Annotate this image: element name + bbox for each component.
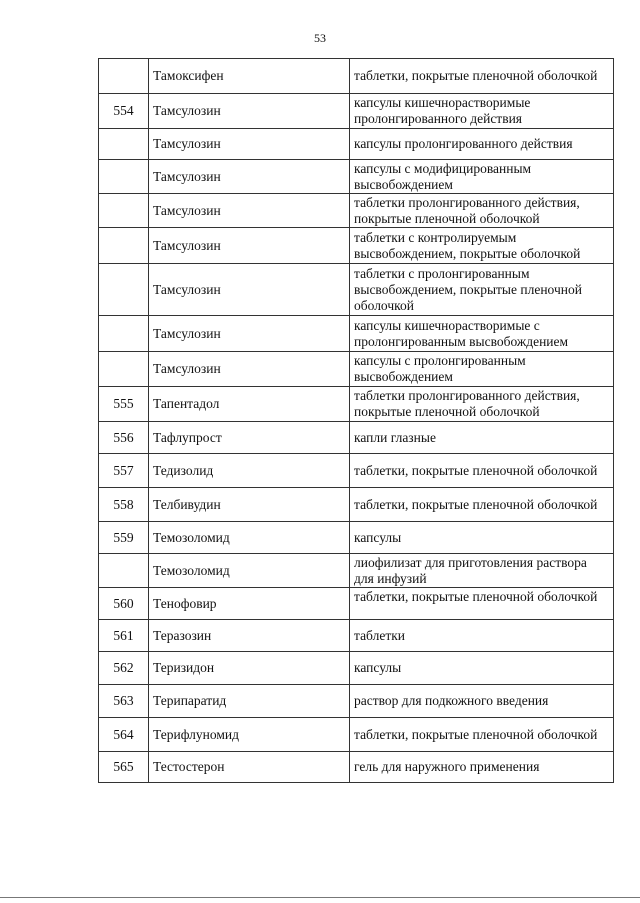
dosage-form: таблетки, покрытые пленочной оболочкой <box>350 488 614 522</box>
row-number: 560 <box>99 588 149 620</box>
row-number <box>99 228 149 264</box>
drug-name: Темозоломид <box>149 522 350 554</box>
drug-name: Терифлуномид <box>149 718 350 752</box>
dosage-form: таблетки, покрытые пленочной оболочкой <box>350 454 614 488</box>
row-number: 554 <box>99 94 149 129</box>
row-number: 562 <box>99 652 149 685</box>
dosage-form: капсулы <box>350 522 614 554</box>
table-row <box>99 352 614 387</box>
drug-name: Тамсулозин <box>149 94 350 129</box>
dosage-form: лиофилизат для приготовления раствора для инфузий <box>350 554 614 588</box>
dosage-form: капсулы с пролонгированным высвобождением <box>350 352 614 387</box>
drug-name: Тамсулозин <box>149 160 350 194</box>
dosage-form: капсулы кишечнорастворимые с пролонгированным высвобождением <box>350 316 614 352</box>
row-number: 563 <box>99 685 149 718</box>
row-number <box>99 264 149 316</box>
drug-name: Теризидон <box>149 652 350 685</box>
dosage-form: гель для наружного применения <box>350 752 614 783</box>
drug-name: Тамсулозин <box>149 228 350 264</box>
table-row <box>99 685 614 718</box>
drug-name: Тапентадол <box>149 387 350 422</box>
drug-name: Тамсулозин <box>149 194 350 228</box>
table-row <box>99 588 614 620</box>
row-number <box>99 352 149 387</box>
drug-name: Темозоломид <box>149 554 350 588</box>
page-bottom-rule <box>0 897 640 898</box>
row-number <box>99 554 149 588</box>
row-number: 559 <box>99 522 149 554</box>
table-row <box>99 422 614 454</box>
row-number: 558 <box>99 488 149 522</box>
table-row <box>99 160 614 194</box>
page-number: 53 <box>314 31 326 45</box>
table-row <box>99 652 614 685</box>
drug-name: Тафлупрост <box>149 422 350 454</box>
row-number: 564 <box>99 718 149 752</box>
dosage-form: таблетки с пролонгированным высвобождением, покрытые пленочной оболочкой <box>350 264 614 316</box>
dosage-form: капсулы пролонгированного действия <box>350 129 614 160</box>
dosage-form: капсулы кишечнорастворимые пролонгированного действия <box>350 94 614 129</box>
dosage-form: таблетки пролонгированного действия, покрытые пленочной оболочкой <box>350 387 614 422</box>
drug-name: Тестостерон <box>149 752 350 783</box>
drug-name: Теразозин <box>149 620 350 652</box>
dosage-form: капсулы <box>350 652 614 685</box>
dosage-form: таблетки с контролируемым высвобождением, покрытые оболочкой <box>350 228 614 264</box>
table-row <box>99 129 614 160</box>
table-row <box>99 454 614 488</box>
row-number: 556 <box>99 422 149 454</box>
table-row <box>99 387 614 422</box>
dosage-form: таблетки, покрытые пленочной оболочкой <box>350 588 614 620</box>
row-number: 565 <box>99 752 149 783</box>
drug-name: Тамсулозин <box>149 316 350 352</box>
row-number <box>99 129 149 160</box>
dosage-form: капсулы с модифицированным высвобождением <box>350 160 614 194</box>
table-row <box>99 752 614 783</box>
table-row <box>99 228 614 264</box>
drug-name: Тамсулозин <box>149 264 350 316</box>
drug-name: Тедизолид <box>149 454 350 488</box>
drug-name: Тамоксифен <box>149 59 350 94</box>
dosage-form: капли глазные <box>350 422 614 454</box>
table-row <box>99 620 614 652</box>
row-number <box>99 59 149 94</box>
drug-name: Тенофовир <box>149 588 350 620</box>
table-row <box>99 264 614 316</box>
table-row <box>99 316 614 352</box>
table-row <box>99 522 614 554</box>
drug-name: Тамсулозин <box>149 129 350 160</box>
table-row <box>99 718 614 752</box>
dosage-form: раствор для подкожного введения <box>350 685 614 718</box>
drug-table <box>98 58 614 783</box>
table-row <box>99 554 614 588</box>
drug-name: Тамсулозин <box>149 352 350 387</box>
dosage-form: таблетки, покрытые пленочной оболочкой <box>350 59 614 94</box>
table-row <box>99 94 614 129</box>
drug-name: Терипаратид <box>149 685 350 718</box>
dosage-form: таблетки <box>350 620 614 652</box>
row-number <box>99 194 149 228</box>
row-number: 555 <box>99 387 149 422</box>
table-row <box>99 59 614 94</box>
row-number: 557 <box>99 454 149 488</box>
table-row <box>99 488 614 522</box>
drug-name: Телбивудин <box>149 488 350 522</box>
dosage-form: таблетки пролонгированного действия, покрытые пленочной оболочкой <box>350 194 614 228</box>
table-row <box>99 194 614 228</box>
row-number <box>99 316 149 352</box>
row-number: 561 <box>99 620 149 652</box>
dosage-form: таблетки, покрытые пленочной оболочкой <box>350 718 614 752</box>
row-number <box>99 160 149 194</box>
